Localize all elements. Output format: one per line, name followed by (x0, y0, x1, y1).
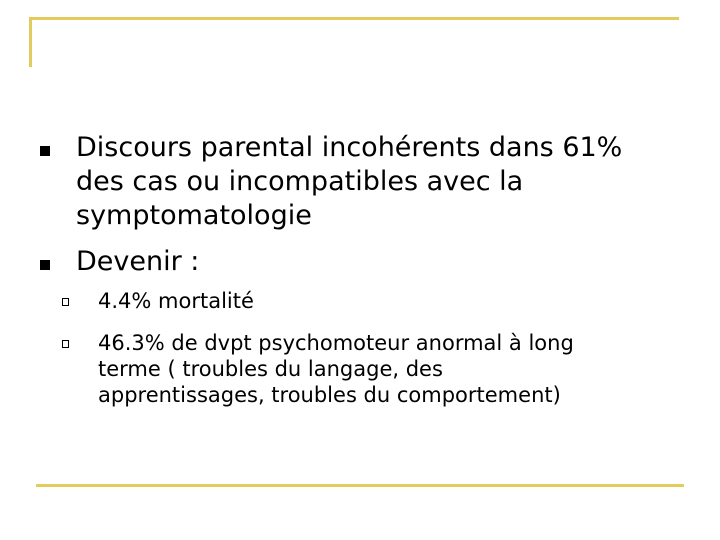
sub-bullet-text (98, 288, 678, 314)
sub-bullet-text (98, 330, 678, 408)
bullet-line: des cas ou incompatibles avec la (76, 166, 524, 197)
hollow-square-bullet-icon (62, 298, 69, 306)
sub-bullet-line: 46.3% de dvpt psychomoteur anormal à long (98, 331, 574, 355)
sub-bullet-line: 4.4% mortalité (98, 289, 254, 313)
bullet-line: Discours parental incohérents dans 61% (76, 132, 623, 163)
bullet-text (76, 131, 676, 233)
filled-square-bullet-icon (40, 260, 50, 270)
sub-bullet-line: apprentissages, troubles du comportement) (98, 383, 561, 407)
filled-square-bullet-icon (40, 146, 50, 156)
hollow-square-bullet-icon (62, 340, 69, 348)
bullet-line: Devenir : (76, 246, 200, 277)
sub-bullet-line: terme ( troubles du langage, des (98, 357, 443, 381)
bullet-line: symptomatologie (76, 200, 312, 231)
bullet-text (76, 245, 676, 279)
